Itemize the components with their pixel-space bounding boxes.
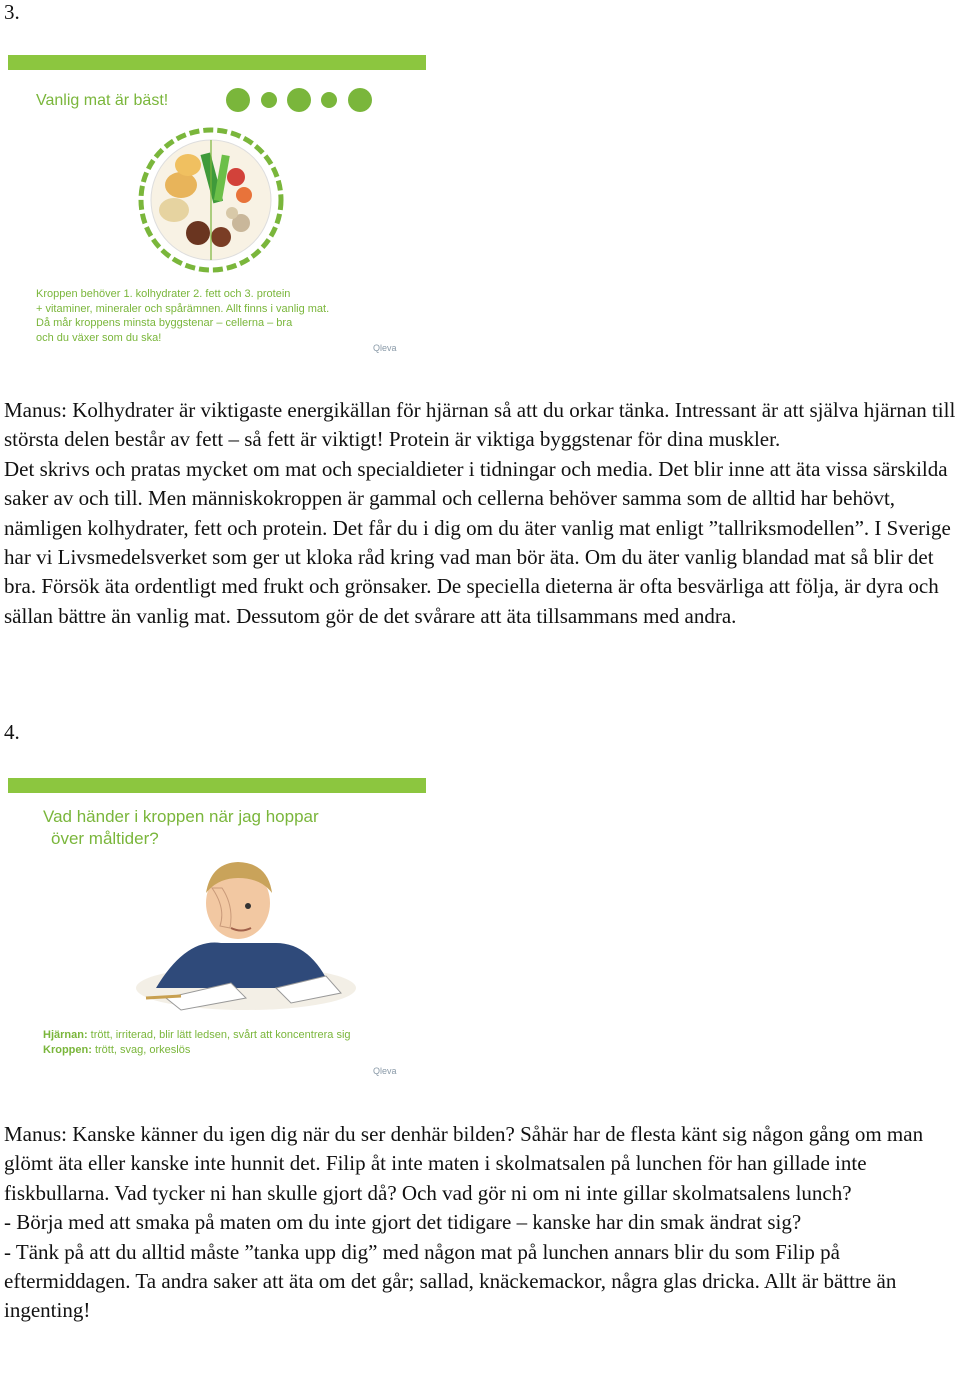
slide-hoppar-maltider — [8, 778, 426, 1088]
plate-model-icon — [136, 125, 286, 275]
slide-caption-line: Då mår kroppens minsta byggstenar – cellerna – bra — [36, 317, 293, 329]
slide-vanlig-mat — [8, 55, 426, 363]
caption-label: Hjärnan: — [43, 1029, 88, 1041]
slide-caption-line: + vitaminer, mineraler och spårämnen. Allt finns i vanlig mat. — [36, 302, 330, 315]
slide-caption-line: och du växer som du ska! — [36, 331, 162, 344]
slide-title: Vanlig mat är bäst! — [36, 92, 169, 109]
slide-title-line: över måltider? — [51, 829, 159, 848]
manus-text-4 — [4, 1120, 960, 1326]
paragraph: Manus: Kolhydrater är viktigaste energikällan för hjärnan så att du orkar tänka. Intressant är att själva hjärnan till största delen består av fett – så fett är viktigt! Protein är viktiga byggstenar för dina muskler. — [4, 398, 956, 452]
caption-label: Kroppen: — [43, 1043, 92, 1056]
qleva-logo: Qleva — [373, 343, 397, 353]
green-dots-icon — [223, 85, 383, 115]
slide-title — [43, 806, 319, 850]
section-number-3: 3. — [4, 0, 20, 24]
paragraph: Det skrivs och pratas mycket om mat och specialdieter i tidningar och media. Det blir inne att äta vissa särskilda saker av och till. Men människokroppen är gammal och cellerna behöver samma som de alltid har behövt, nämligen kolhydrater, fett och protein. Det får du i dig om du äter vanlig mat enligt ”tallriksmodellen”. I Sverige har vi Livsmedelsverket som ger ut kloka råd kring vad man bör äta. Om du äter vanlig blandad mat så blir det bra. Försök äta ordentligt med frukt och grönsaker. De speciella dieterna är ofta besvärliga att följa, är dyra och sällan bättre än vanlig mat. Dessutom gör de det svårare att äta tillsammans med andra. — [4, 456, 951, 628]
qleva-logo: Qleva — [373, 1066, 397, 1076]
manus-text-3 — [4, 396, 960, 631]
section-number-4: 4. — [4, 720, 20, 744]
paragraph: - Tänk på att du alltid måste ”tanka upp dig” med någon mat på lunchen annars blir du som Filip på eftermiddagen. Ta andra saker att äta om det går; sallad, knäckemackor, några glas dricka. Allt är bättre än ingenting! — [4, 1239, 897, 1323]
slide-caption — [36, 287, 329, 345]
caption-text: trött, svag, orkeslös — [91, 1043, 191, 1056]
caption-text: trött, irriterad, blir lätt ledsen, svårt att koncentrera sig — [87, 1029, 351, 1041]
tired-boy-illustration-icon — [126, 848, 366, 1018]
slide-caption — [43, 1028, 351, 1057]
slide-accent-bar — [8, 778, 426, 793]
paragraph: Manus: Kanske känner du igen dig när du ser denhär bilden? Såhär har de flesta känt sig någon gång om man glömt äta eller kanske inte hunnit det. Filip åt inte maten i skolmatsalen på lunchen för han gillade inte fiskbullarna. Vad tycker ni han skulle gjort då? Och vad gör ni om ni inte gillar skolmatsalens lunch? — [4, 1122, 924, 1205]
slide-title-line: Vad händer i kroppen när jag hoppar — [43, 807, 319, 826]
paragraph: - Börja med att smaka på maten om du inte gjort det tidigare – kanske har din smak ändrat sig? — [4, 1210, 802, 1235]
slide-caption-line: Kroppen behöver 1. kolhydrater 2. fett och 3. protein — [36, 288, 291, 300]
slide-accent-bar — [8, 55, 426, 70]
